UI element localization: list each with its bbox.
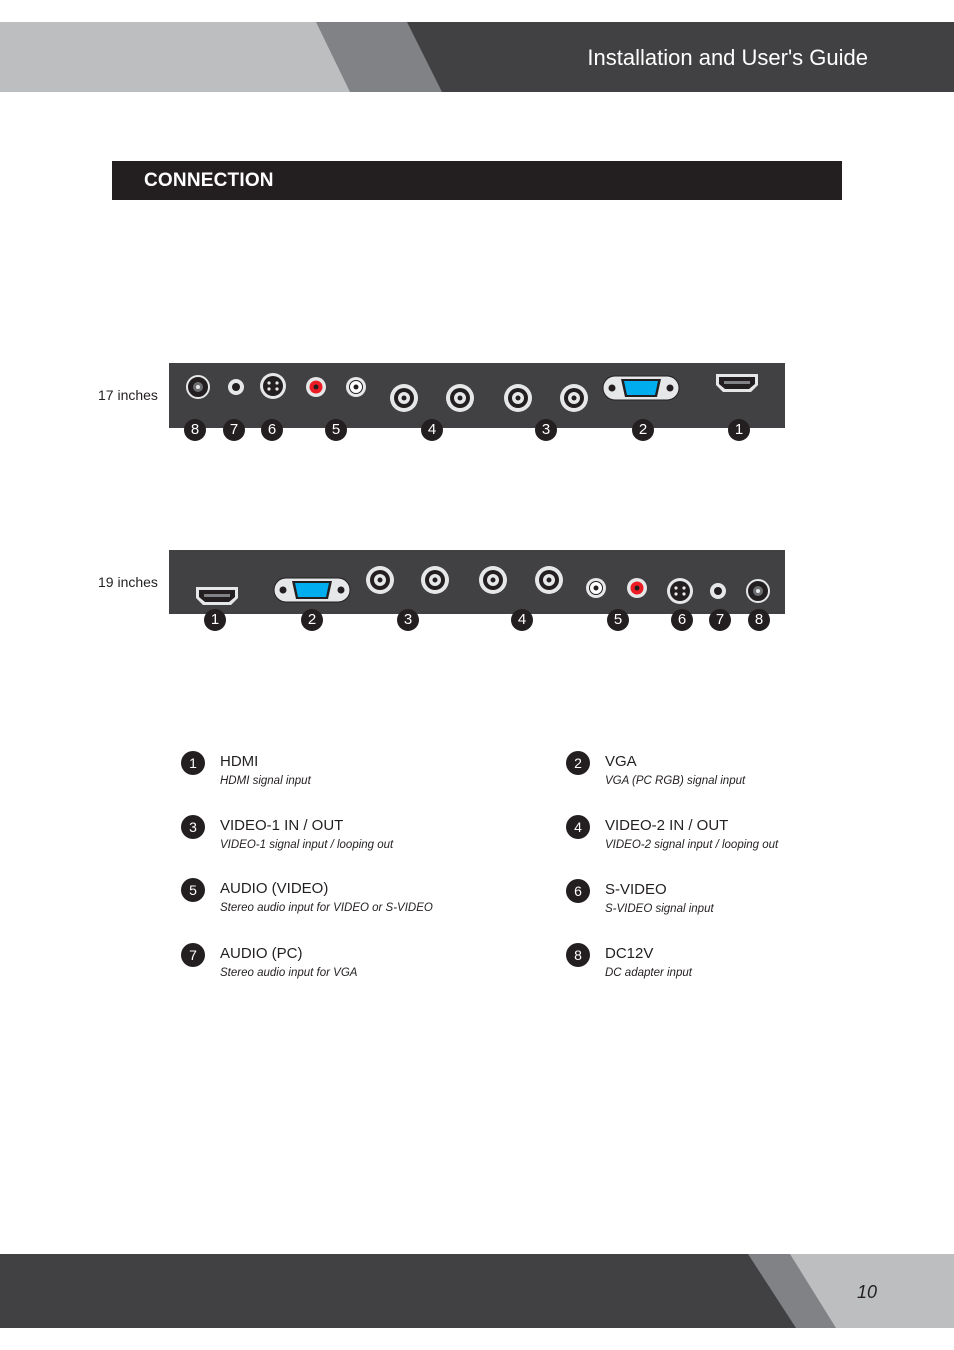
port-number-badge: 4 <box>511 609 533 631</box>
vga-port-icon <box>273 576 351 604</box>
legend-name: VIDEO-2 IN / OUT <box>605 817 729 834</box>
port-number-badge: 6 <box>671 609 693 631</box>
legend-description: Stereo audio input for VIDEO or S-VIDEO <box>220 902 433 914</box>
legend-name: VIDEO-1 IN / OUT <box>220 817 344 834</box>
legend-name: DC12V <box>605 945 654 962</box>
legend-item-audio-pc <box>181 943 521 987</box>
legend-name: VGA <box>605 753 637 770</box>
port-number-badge: 2 <box>301 609 323 631</box>
section-title: CONNECTION <box>144 170 274 191</box>
audio-right-rca-icon <box>585 577 607 599</box>
legend-name: AUDIO (VIDEO) <box>220 880 329 897</box>
legend-name: S-VIDEO <box>605 881 667 898</box>
audio-left-rca-icon <box>305 376 327 398</box>
section-bar <box>112 161 842 200</box>
audio-right-rca-icon <box>345 376 367 398</box>
legend-item-audio-video <box>181 878 521 922</box>
page-footer <box>0 1254 954 1328</box>
port-number-badge: 5 <box>325 419 347 441</box>
legend-number-badge: 4 <box>566 815 590 839</box>
port-number-badge: 1 <box>728 419 750 441</box>
hdmi-port-icon <box>195 586 239 606</box>
port-number-badge: 1 <box>204 609 226 631</box>
port-number-badge: 6 <box>261 419 283 441</box>
video1-out-bnc-icon <box>559 383 589 413</box>
legend-number-badge: 2 <box>566 751 590 775</box>
hdmi-port-icon <box>715 373 759 393</box>
audio-pc-jack-icon <box>709 582 727 600</box>
audio-pc-jack-icon <box>227 378 245 396</box>
legend-name: HDMI <box>220 753 259 770</box>
page-number: 10 <box>857 1282 878 1302</box>
legend-item-hdmi <box>181 751 521 795</box>
footer-band <box>0 1254 954 1328</box>
s-video-port-icon <box>259 372 287 400</box>
connector-panel-17 <box>169 363 785 428</box>
audio-left-rca-icon <box>626 577 648 599</box>
vga-port-icon <box>602 374 680 402</box>
legend-description: DC adapter input <box>605 967 692 979</box>
video2-in-bnc-icon <box>478 565 508 595</box>
dc-jack-icon <box>746 579 770 603</box>
legend-description: HDMI signal input <box>220 775 311 787</box>
video1-in-bnc-icon <box>503 383 533 413</box>
video2-in-bnc-icon <box>389 383 419 413</box>
legend-description: VIDEO-2 signal input / looping out <box>605 839 779 851</box>
port-number-badge: 8 <box>184 419 206 441</box>
legend-number-badge: 8 <box>566 943 590 967</box>
port-number-badge: 3 <box>535 419 557 441</box>
legend-description: VGA (PC RGB) signal input <box>605 775 746 787</box>
port-number-badge: 4 <box>421 419 443 441</box>
legend-number-badge: 5 <box>181 878 205 902</box>
legend-item-video2 <box>566 815 906 859</box>
port-number-badge: 7 <box>223 419 245 441</box>
video2-out-bnc-icon <box>445 383 475 413</box>
panel-label-17: 17 inches <box>98 387 158 403</box>
legend-item-vga <box>566 751 906 795</box>
legend-number-badge: 7 <box>181 943 205 967</box>
panel-label-19: 19 inches <box>98 574 158 590</box>
legend-description: VIDEO-1 signal input / looping out <box>220 839 394 851</box>
legend-number-badge: 1 <box>181 751 205 775</box>
video1-in-bnc-icon <box>365 565 395 595</box>
port-number-badge: 7 <box>709 609 731 631</box>
header-title: Installation and User's Guide <box>587 45 868 70</box>
video2-out-bnc-icon <box>534 565 564 595</box>
legend-item-s-video <box>566 879 906 923</box>
legend-name: AUDIO (PC) <box>220 945 303 962</box>
dc-jack-icon <box>186 375 210 399</box>
page-header <box>0 22 954 92</box>
port-number-badge: 3 <box>397 609 419 631</box>
legend-number-badge: 6 <box>566 879 590 903</box>
port-number-badge: 2 <box>632 419 654 441</box>
legend-number-badge: 3 <box>181 815 205 839</box>
legend-item-dc12v <box>566 943 906 987</box>
port-number-badge: 5 <box>607 609 629 631</box>
connector-panel-19 <box>169 550 785 614</box>
legend-description: S-VIDEO signal input <box>605 903 714 915</box>
s-video-port-icon <box>666 577 694 605</box>
legend-description: Stereo audio input for VGA <box>220 967 358 979</box>
video1-out-bnc-icon <box>420 565 450 595</box>
port-number-badge: 8 <box>748 609 770 631</box>
legend-item-video1 <box>181 815 521 859</box>
